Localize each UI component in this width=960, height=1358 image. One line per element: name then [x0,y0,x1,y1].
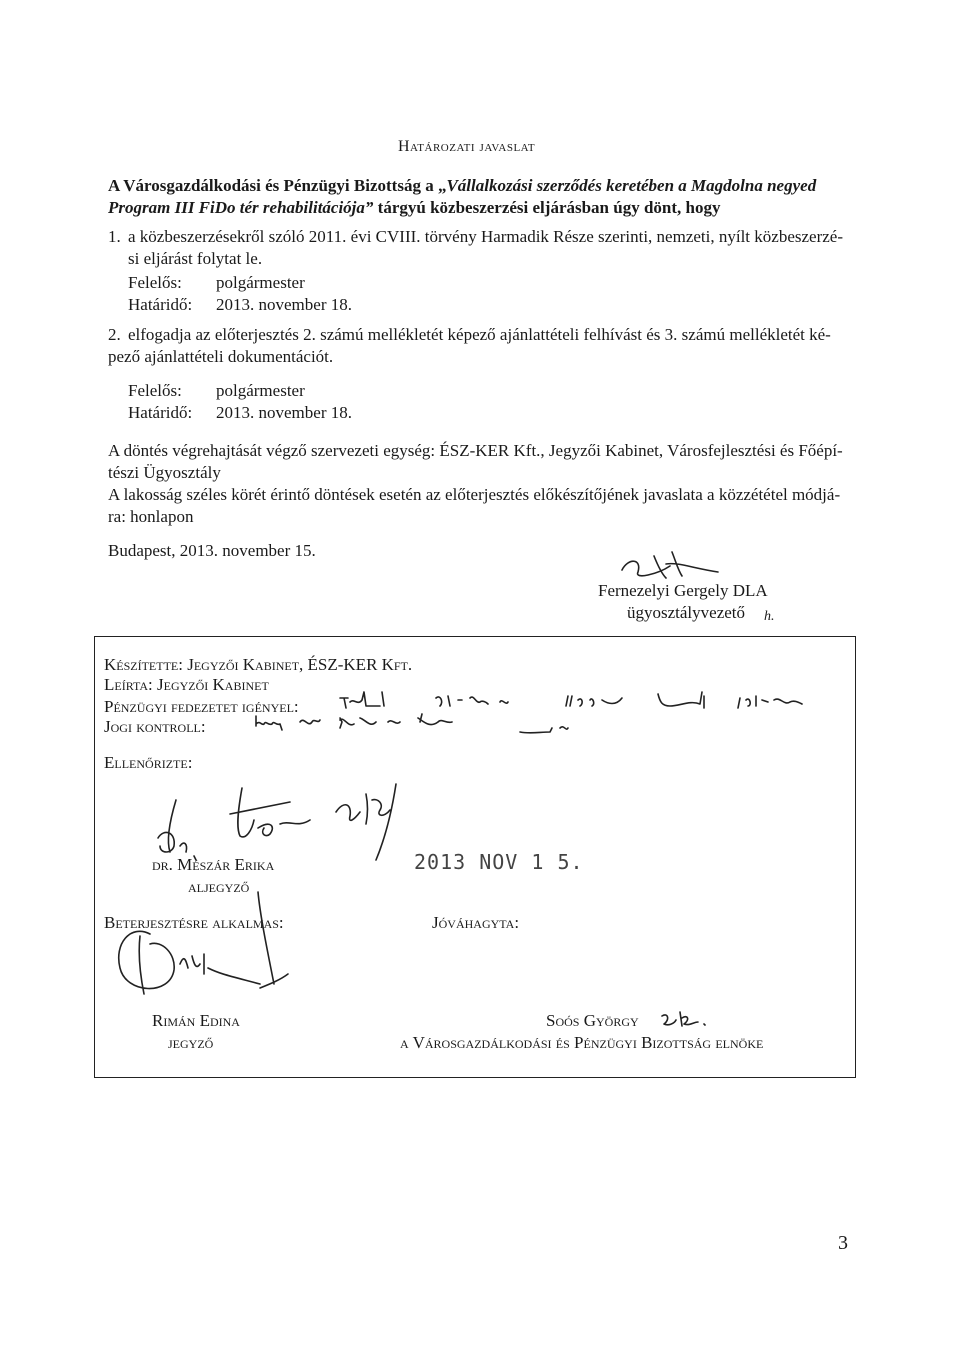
publication-line-2: ra: honlapon [108,507,194,526]
item-1-deadline-value: 2013. november 18. [216,295,352,314]
prepared-by: Készítette: Jegyzői Kabinet, ÉSZ-KER Kft. [104,655,413,674]
intro-subject-2: Program III FiDo tér rehabilitációja” [108,198,374,217]
checker-name: dr. Mészár Erika [152,855,275,874]
submission-label: Beterjesztésre alkalmas: [104,913,284,932]
page-number: 3 [838,1232,848,1254]
chair-initials-signature [660,1008,710,1032]
checked-label: Ellenőrizte: [104,753,193,772]
item-2-deadline-value: 2013. november 18. [216,403,352,422]
item-2-line1: elfogadja az előterjesztés 2. számú mellékletét képező ajánlattételi felhívást és 3. számú mellékletét ké- [128,325,831,344]
notary-signature [110,884,290,1004]
execution-line-2: tészi Ügyosztály [108,463,221,482]
checker-signature [140,780,440,860]
intro-paragraph [108,176,816,196]
chair-name: Soós György [546,1011,639,1030]
item-1-responsible-value: polgármester [216,273,305,292]
publication-line-1: A lakosság széles körét érintő döntések esetén az előterjesztés előkészítőjének javaslata a közzététel módjá- [108,485,841,504]
intro-paragraph-line2 [108,198,721,218]
item-2-number: 2. [108,325,121,344]
financial-handwriting [340,688,850,738]
signer-mark: h. [764,609,775,624]
item-1-line2: si eljárást folytat le. [128,249,263,268]
item-1-responsible-label: Felelős: [128,273,182,292]
signature-fernezelyi [618,548,728,584]
item-2-deadline-label: Határidő: [128,403,193,422]
signer-name: Fernezelyi Gergely DLA [598,581,768,600]
approved-label: Jóváhagyta: [432,913,520,932]
document-date: Budapest, 2013. november 15. [108,541,316,560]
item-1-deadline-label: Határidő: [128,295,193,314]
legal-handwriting [254,714,294,734]
execution-line-1: A döntés végrehajtását végző szervezeti egység: ÉSZ-KER Kft., Jegyzői Kabinet, Városfejlesztési és Főépí- [108,441,843,460]
financial-label: Pénzügyi fedezetet igényel: [104,697,299,716]
item-1-line1: a közbeszerzésekről szóló 2011. évi CVIII. törvény Harmadik Része szerinti, nemzeti, nyílt közbeszerzé- [128,227,843,246]
written-by: Leírta: Jegyzői Kabinet [104,675,269,694]
intro-subject-1: Vállalkozási szerződés keretében a Magdolna negyed [446,176,817,195]
intro-text-2: tárgyú közbeszerzési eljárásban úgy dönt, hogy [373,198,721,217]
item-2-responsible-value: polgármester [216,381,305,400]
chair-title: a Városgazdálkodási és Pénzügyi Bizottság elnöke [400,1033,764,1052]
notary-title: jegyző [168,1033,214,1052]
date-stamp: 2013 NOV 1 5. [414,850,584,874]
checker-title: aljegyző [188,877,250,896]
signer-title: ügyosztályvezető [627,603,746,622]
item-1-number: 1. [108,227,121,246]
notary-name: Rimán Edina [152,1011,240,1030]
item-2-responsible-label: Felelős: [128,381,182,400]
item-2-line2: pező ajánlattételi dokumentációt. [108,347,334,366]
intro-text-1: A Városgazdálkodási és Pénzügyi Bizottság a „ [108,176,447,195]
document-title: Határozati javaslat [398,138,536,155]
legal-label: Jogi kontroll: [104,717,206,736]
